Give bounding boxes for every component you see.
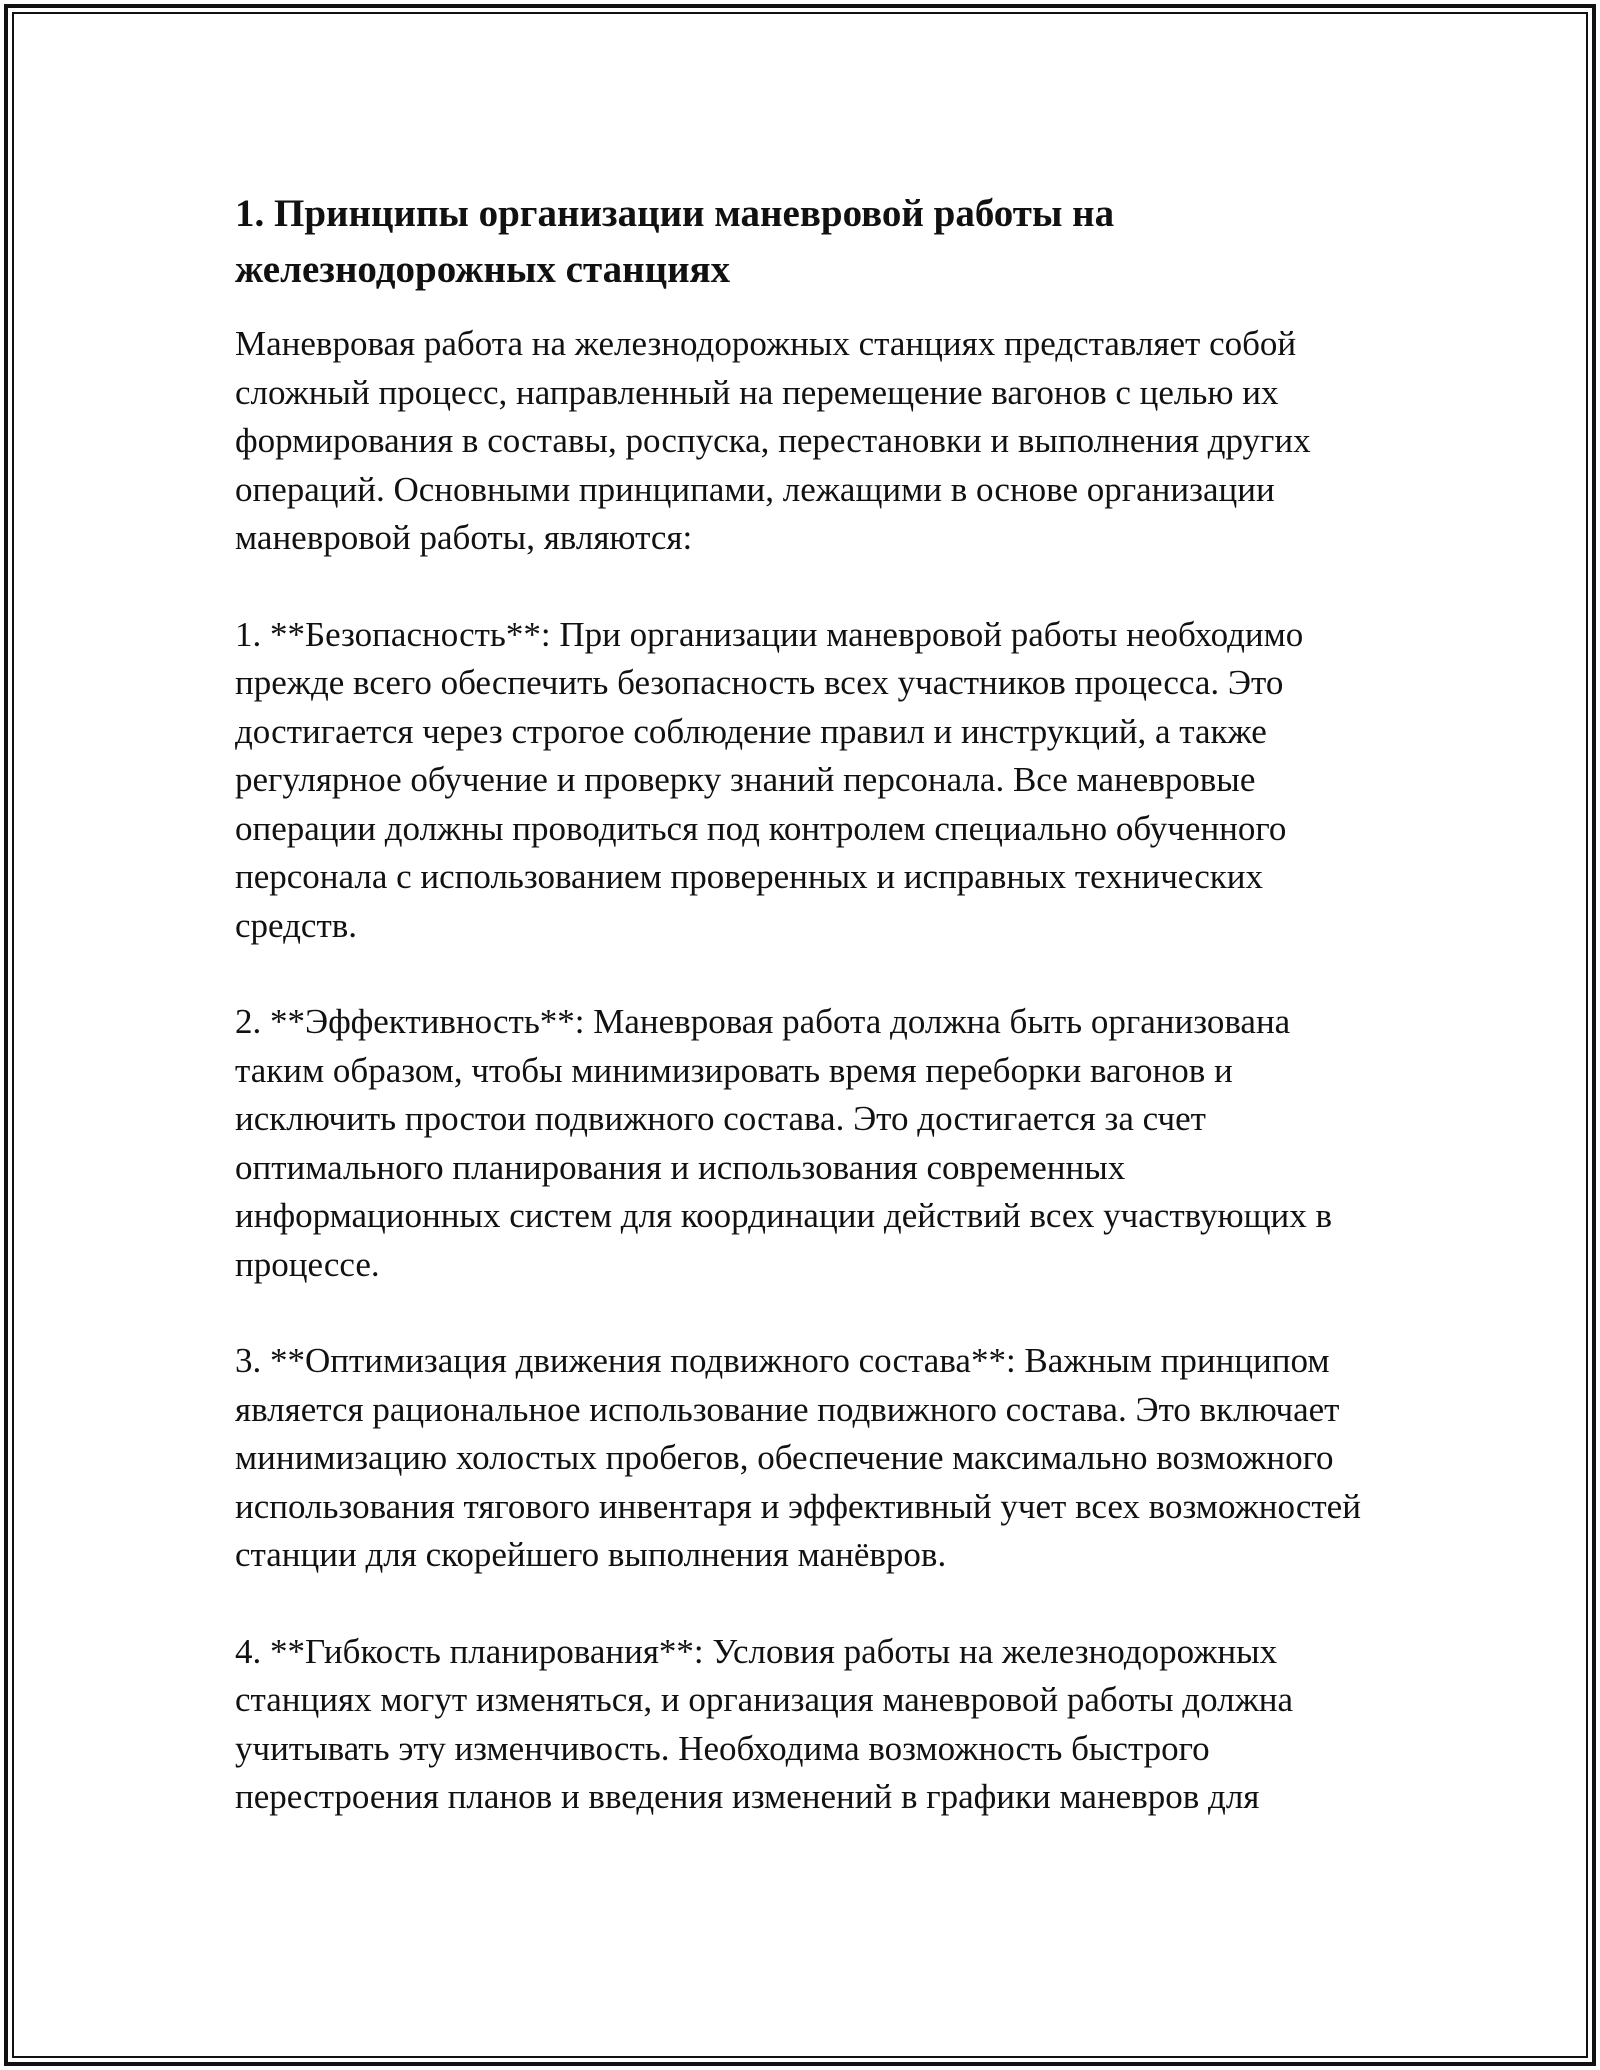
paragraph-safety: 1. **Безопасность**: При организации маневровой работы необходимо прежде всего обеспечить безопасность всех участников процесса. Это достигается через строгое соблюдение правил и инструкций, а также регулярное обучение и проверку знаний персонала. Все маневровые операции должны проводиться под контролем специально обученного персонала с использованием проверенных и исправных технических средств. xyxy=(235,614,1304,945)
paragraph-planning-flexibility: 4. **Гибкость планирования**: Условия работы на железнодорожных станциях могут изменяться, и организация маневровой работы должна учитывать эту изменчивость. Необходима возможность быстрого перестроения планов и введения изменений в графики маневров для xyxy=(235,1631,1294,1816)
document-body xyxy=(235,186,1365,1822)
paragraph-efficiency: 2. **Эффективность**: Маневровая работа должна быть организована таким образом, чтобы минимизировать время переборки вагонов и исключить простои подвижного состава. Это достигается за счет оптимального планирования и использования современных информационных систем для координации действий всех участвующих в процессе. xyxy=(235,1002,1333,1284)
section-heading: 1. Принципы организации маневровой работы на железнодорожных станциях xyxy=(235,192,1115,291)
intro-paragraph: Маневровая работа на железнодорожных станциях представляет собой сложный процесс, направленный на перемещение вагонов с целью их формирования в составы, роспуска, перестановки и выполнения других операций. Основными принципами, лежащими в основе организации маневровой работы, являются: xyxy=(235,324,1311,557)
paragraph-rolling-stock-optimization: 3. **Оптимизация движения подвижного состава**: Важным принципом является рациональное использование подвижного состава. Это включает минимизацию холостых пробегов, обеспечение максимально возможного использования тягового инвентаря и эффективный учет всех возможностей станции для скорейшего выполнения манёвров. xyxy=(235,1341,1361,1574)
